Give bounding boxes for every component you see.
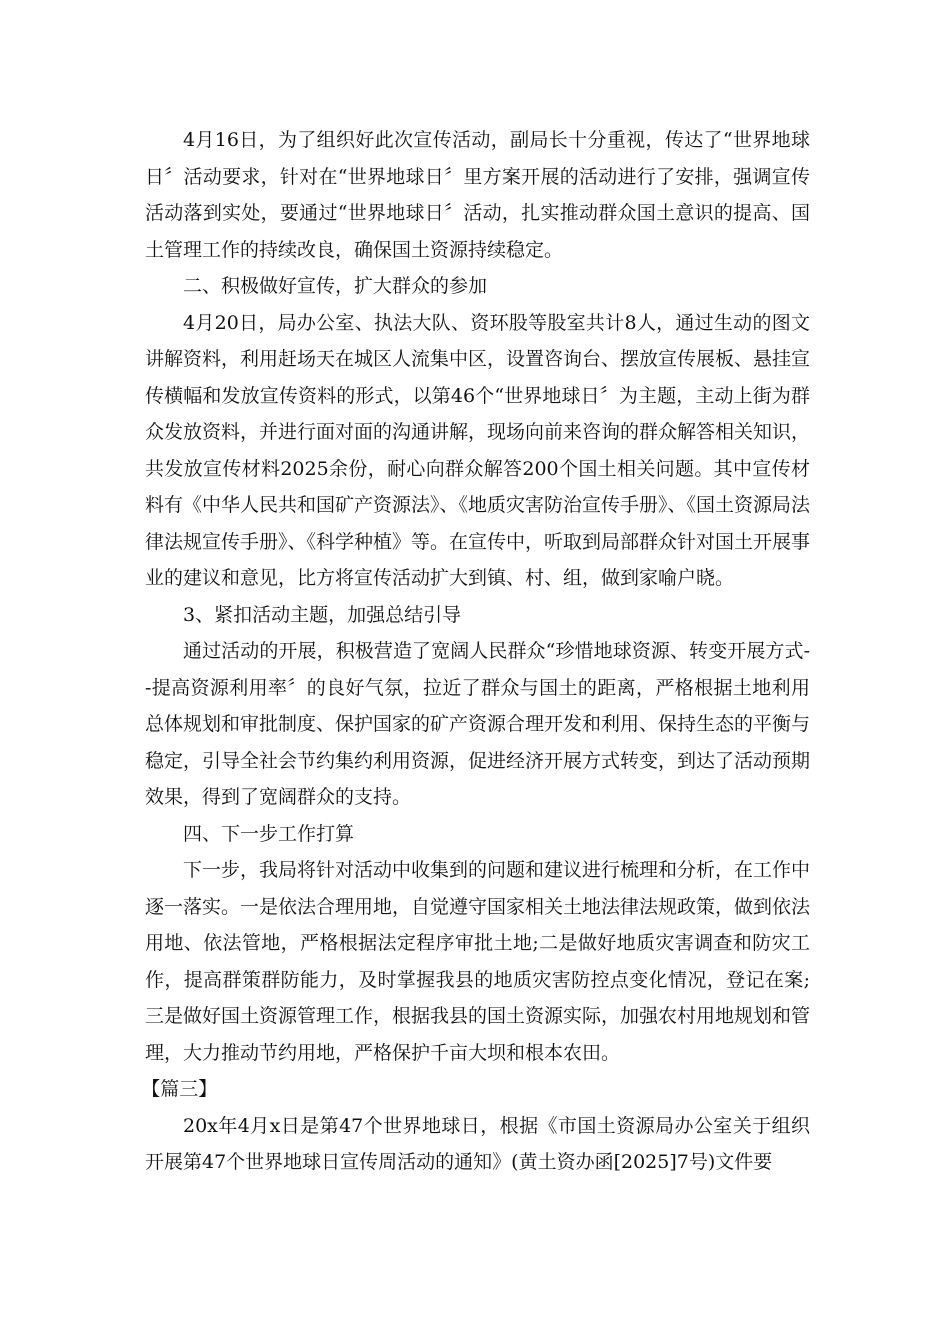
paragraph-part-three-intro: 20x年4月x日是第47个世界地球日，根据《市国土资源局办公室关于组织开展第47个世界地球日宣传周活动的通知》(黄土资办函[2025]7号)文件要 [145, 1114, 810, 1173]
section-marker-part-three: 【篇三】 [141, 1078, 218, 1100]
document-body [141, 122, 811, 1181]
heading-promotion: 二、积极做好宣传，扩大群众的参加 [183, 275, 488, 297]
heading-theme: 3、紧扣活动主题，加强总结引导 [183, 603, 462, 626]
paragraph-activity-results: 通过活动的开展，积极营造了宽阔人民群众“珍惜地球资源、转变开展方式--提高资源利用率〞的良好气氛，拉近了群众与国土的距离，严格根据土地利用总体规划和审批制度、保护国家的矿产资源合理开发和利用、保持生态的平衡与稳定，引导全社会节约集约利用资源，促进经济开展方式转变，到达了活动预期效果，得到了宽阔群众的支持。 [145, 640, 811, 808]
paragraph-next-steps: 下一步，我局将针对活动中收集到的问题和建议进行梳理和分析，在工作中逐一落实。一是依法合理用地，自觉遵守国家相关土地法律法规政策，做到依法用地、依法管地，严格根据法定程序审批土地;二是做好地质灾害调查和防灾工作，提高群策群防能力，及时掌握我县的地质灾害防控点变化情况，登记在案;三是做好国土资源管理工作，根据我县的国土资源实际，加强农村用地规划和管理，大力推动节约用地，严格保护千亩大坝和根本农田。 [145, 859, 811, 1064]
paragraph-april-16: 4月16日，为了组织好此次宣传活动，副局长十分重视，传达了“世界地球日〞活动要求，针对在“世界地球日〞里方案开展的活动进行了安排，强调宣传活动落到实处，要通过“世界地球日〞活动，扎实推动群众国土意识的提高、国土管理工作的持续改良，确保国土资源持续稳定。 [145, 129, 810, 261]
heading-next-steps: 四、下一步工作打算 [183, 822, 355, 845]
paragraph-april-20: 4月20日，局办公室、执法大队、资环股等股室共计8人，通过生动的图文讲解资料，利用赶场天在城区人流集中区，设置咨询台、摆放宣传展板、悬挂宣传横幅和发放宣传资料的形式，以第46个“世界地球日〞为主题，主动上街为群众发放资料，并进行面对面的沟通讲解，现场向前来咨询的群众解答相关知识，共发放宣传材料2025余份，耐心向群众解答200个国土相关问题。其中宣传材料有《中华人民共和国矿产资源法》、《地质灾害防治宣传手册》、《国土资源局法律法规宣传手册》、《科学种植》等。在宣传中，听取到局部群众针对国土开展事业的建议和意见，比方将宣传活动扩大到镇、村、组，做到家喻户晓。 [145, 311, 811, 589]
